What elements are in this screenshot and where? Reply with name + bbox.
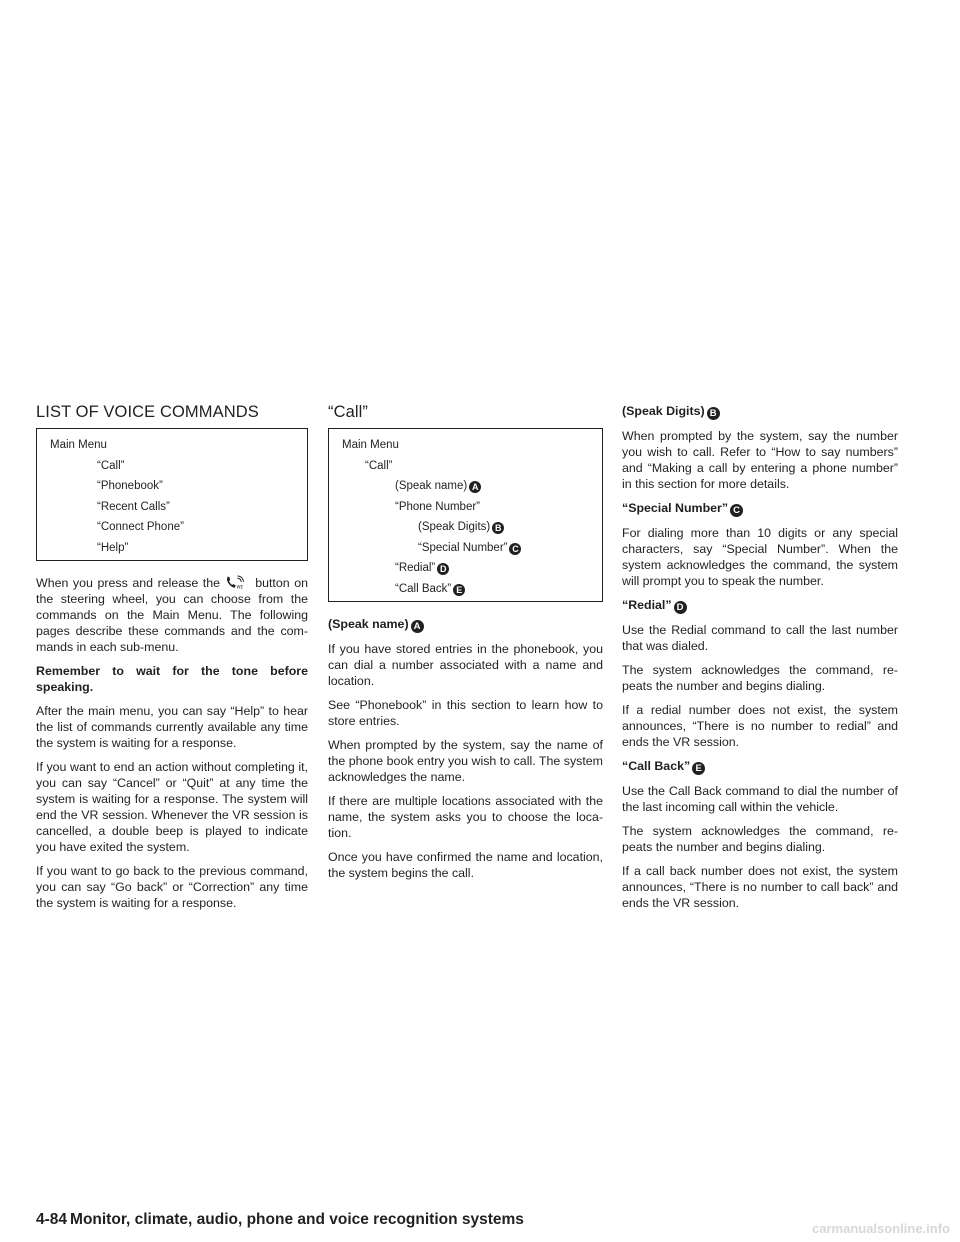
callout-badge-a: A [411,620,424,633]
svg-text:WE: WE [236,584,243,589]
chapter-title: Monitor, climate, audio, phone and voice recognition systems [70,1211,524,1228]
menu-item-redial-label: “Redial” [395,562,436,574]
subheading-call-back-label: “Call Back” [622,759,691,773]
call-back-paragraph-2: The system acknowledges the command, re-peats the number and begins dialing. [622,824,898,854]
intro-text-before: When you press and release the [36,576,221,590]
menu-item-phonebook: “Phonebook” [97,480,163,492]
column-call-details [622,403,898,919]
menu-item-connect-phone: “Connect Phone” [97,521,184,533]
menu-item-call: “Call” [365,459,393,472]
column-call [328,403,603,889]
callout-badge-d: D [437,563,449,575]
intro-text-after: button on the steering wheel, you can choose from the commands on the Main Menu. The following pages describe these commands and the com-mands in each sub-menu. [36,576,308,654]
redial-paragraph-3: If a redial number does not exist, the system announces, “There is no number to redial” and ends the VR session. [622,703,898,749]
call-menu-box [328,428,603,602]
subheading-speak-digits [622,403,898,420]
menu-item-main-menu: Main Menu [50,439,107,451]
menu-item-call: “Call” [97,459,125,472]
menu-item-help: “Help” [97,541,129,554]
menu-item-main-menu: Main Menu [342,439,399,451]
callout-badge-e: E [453,584,465,596]
callout-badge-e: E [692,762,705,775]
menu-item-special-number [329,538,602,559]
call-back-paragraph-3: If a call back number does not exist, the system announces, “There is no number to call back” and ends the VR session. [622,864,898,910]
subheading-special-number-label: “Special Number” [622,501,729,515]
subheading-speak-name [328,616,603,633]
menu-item-call-back-label: “Call Back” [395,582,452,595]
subheading-speak-digits-label: (Speak Digits) [622,404,705,418]
page-number: 4-84 [36,1211,68,1228]
phone-voice-icon [225,575,251,589]
page-footer [36,1211,524,1229]
section-heading-call: “Call” [328,403,369,421]
go-back-paragraph: If you want to go back to the previous command, you can say “Go back” or “Correction” any time the system is waiting for a response. [36,864,308,910]
callout-badge-a: A [469,481,481,493]
subheading-redial [622,597,898,614]
subheading-redial-label: “Redial” [622,598,672,612]
subheading-special-number [622,500,898,517]
menu-item-redial [329,558,602,579]
speak-name-paragraph-4: If there are multiple locations associated with the name, the system asks you to choose the loca-tion. [328,794,603,840]
speak-name-paragraph-5: Once you have confirmed the name and location, the system begins the call. [328,850,603,880]
watermark: carmanualsonline.info [812,1221,950,1236]
column-list-of-voice-commands [36,403,308,919]
menu-item-speak-name [329,476,602,497]
main-menu-box [36,428,308,561]
speak-name-paragraph-3: When prompted by the system, say the name of the phone book entry you wish to call. The system acknowledges the name. [328,738,603,784]
call-back-paragraph-1: Use the Call Back command to dial the number of the last incoming call within the vehicle. [622,784,898,814]
menu-item-speak-name-label: (Speak name) [395,480,468,492]
menu-item-recent-calls: “Recent Calls” [97,500,170,513]
intro-paragraph [36,575,308,655]
cancel-paragraph: If you want to end an action without completing it, you can say “Cancel” or “Quit” at any time the system is waiting for a response. The system will end the VR session. Whenever the VR session is cancelled, a double beep is played to indicate you have exited the system. [36,760,308,854]
speak-name-paragraph-2: See “Phonebook” in this section to learn how to store entries. [328,698,603,728]
section-heading-list-of-voice-commands: LIST OF VOICE COMMANDS [36,403,259,421]
redial-paragraph-1: Use the Redial command to call the last number that was dialed. [622,623,898,653]
callout-badge-c: C [509,543,521,555]
speak-name-paragraph-1: If you have stored entries in the phonebook, you can dial a number associated with a name and location. [328,642,603,688]
tone-note: Remember to wait for the tone before speaking. [36,664,308,694]
special-number-paragraph: For dialing more than 10 digits or any special characters, say “Special Number”. When the system acknowledges the command, the system will prompt you to speak the number. [622,526,898,588]
callout-badge-b: B [492,522,504,534]
menu-item-phone-number: “Phone Number” [395,500,481,513]
callout-badge-b: B [707,407,720,420]
callout-badge-d: D [674,601,687,614]
help-paragraph: After the main menu, you can say “Help” to hear the list of commands currently available any time the system is waiting for a response. [36,704,308,750]
redial-paragraph-2: The system acknowledges the command, re-peats the number and begins dialing. [622,663,898,693]
subheading-speak-name-label: (Speak name) [328,617,409,631]
menu-item-special-number-label: “Special Number” [418,541,508,554]
menu-item-call-back [329,579,602,600]
menu-item-speak-digits-label: (Speak Digits) [418,521,491,533]
menu-item-speak-digits [329,517,602,538]
callout-badge-c: C [730,504,743,517]
speak-digits-paragraph: When prompted by the system, say the number you wish to call. Refer to “How to say numbers” and “Making a call by entering a phone number” in this section for more details. [622,429,898,491]
subheading-call-back [622,758,898,775]
